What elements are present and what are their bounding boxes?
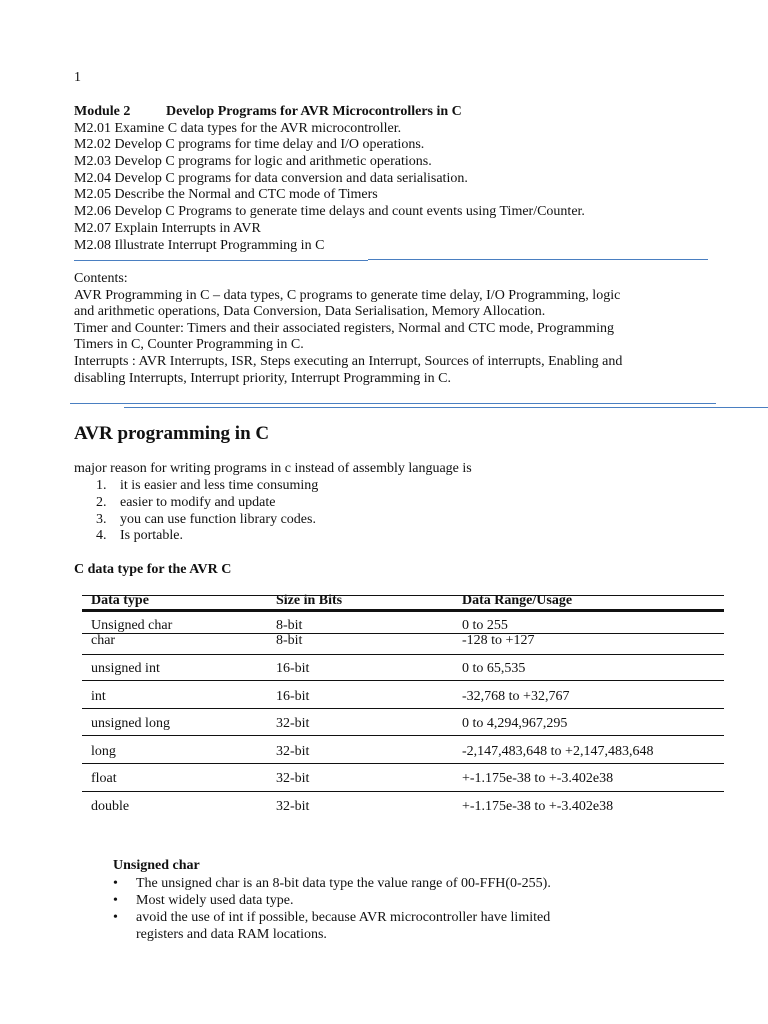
contents-line: disabling Interrupts, Interrupt priority, Interrupt Programming in C. [74, 370, 452, 386]
table-cell: 16-bit [276, 661, 310, 676]
bullet-icon: • [113, 893, 118, 908]
table-cell: 32-bit [276, 771, 310, 786]
outcome-item: M2.04 Develop C programs for data conversion and data serialisation. [74, 170, 468, 186]
bullet-item: • Most widely used data type. [113, 893, 294, 908]
bullet-icon: • [113, 876, 118, 891]
divider-rule [70, 403, 716, 404]
table-cell: -2,147,483,648 to +2,147,483,648 [462, 744, 654, 759]
table-row-rule [82, 654, 724, 655]
outcome-item: M2.07 Explain Interrupts in AVR [74, 220, 261, 236]
contents-line: AVR Programming in C – data types, C programs to generate time delay, I/O Programming, logic [74, 287, 621, 303]
table-cell: 16-bit [276, 689, 310, 704]
table-cell: char [91, 633, 116, 648]
table-cell: +-1.175e-38 to +-3.402e38 [462, 799, 614, 814]
page-number: 1 [74, 70, 81, 85]
bullet-icon: • [113, 910, 118, 925]
table-cell: 0 to 255 [462, 618, 508, 633]
table-cell: +-1.175e-38 to +-3.402e38 [462, 771, 614, 786]
contents-line: and arithmetic operations, Data Conversion, Data Serialisation, Memory Allocation. [74, 304, 546, 320]
bullet-item: • The unsigned char is an 8-bit data type the value range of 00-FFH(0-255). [113, 876, 551, 891]
table-cell: 32-bit [276, 799, 310, 814]
table-row-rule [82, 633, 724, 634]
contents-line: Timer and Counter: Timers and their associated registers, Normal and CTC mode, Programming [74, 320, 614, 336]
table-row-rule [82, 708, 724, 709]
table-top-rule [82, 595, 724, 596]
bullet-item: • avoid the use of int if possible, because AVR microcontroller have limited registers and data RAM locations. [113, 910, 551, 942]
module-header [74, 104, 585, 121]
list-item: 4. Is portable. [96, 528, 183, 544]
unsigned-char-bullets [113, 875, 551, 943]
table-row-rule [82, 791, 724, 792]
contents-heading: Contents: [74, 271, 128, 286]
contents-line: Interrupts : AVR Interrupts, ISR, Steps executing an Interrupt, Sources of interrupts, Enabling and [74, 353, 623, 369]
column-header: Data type [91, 593, 149, 608]
table-cell: float [91, 771, 117, 786]
table-cell: long [91, 744, 116, 759]
module-outcomes [74, 104, 585, 254]
table-cell: 0 to 4,294,967,295 [462, 716, 568, 731]
outcome-item: M2.08 Illustrate Interrupt Programming in C [74, 237, 325, 253]
column-header: Data Range/Usage [462, 593, 573, 608]
table-cell: 32-bit [276, 744, 310, 759]
table-cell: Unsigned char [91, 618, 173, 633]
table-cell: 8-bit [276, 633, 303, 648]
table-cell: 32-bit [276, 716, 310, 731]
divider-rule [124, 407, 768, 408]
contents-section [74, 271, 622, 387]
table-cell: unsigned long [91, 716, 170, 731]
module-title: Develop Programs for AVR Microcontrollers in C [166, 104, 462, 119]
table-cell: -128 to +127 [462, 633, 535, 648]
section-heading: AVR programming in C [74, 423, 270, 444]
table-cell: unsigned int [91, 661, 160, 676]
list-item: 3. you can use function library codes. [96, 511, 316, 527]
unsigned-char-heading: Unsigned char [113, 858, 200, 873]
contents-line: Timers in C, Counter Programming in C. [74, 337, 304, 353]
list-item: 1. it is easier and less time consuming [96, 478, 319, 493]
intro-text: major reason for writing programs in c instead of assembly language is [74, 461, 472, 476]
divider-rule [676, 259, 708, 260]
outcome-item: M2.06 Develop C Programs to generate time delays and count events using Timer/Counter. [74, 204, 585, 220]
outcome-item: M2.05 Describe the Normal and CTC mode of Timers [74, 187, 378, 203]
table-cell: 8-bit [276, 618, 303, 633]
reasons-list [96, 478, 318, 545]
table-cell: int [91, 689, 106, 704]
divider-rule [74, 260, 368, 261]
table-row-rule [82, 735, 724, 736]
table-cell: double [91, 799, 130, 814]
table-heading: C data type for the AVR C [74, 562, 232, 577]
table-row-rule [82, 680, 724, 681]
outcome-item: M2.01 Examine C data types for the AVR microcontroller. [74, 120, 402, 136]
list-item: 2. easier to modify and update [96, 494, 276, 510]
column-header: Size in Bits [276, 593, 343, 608]
outcome-item: M2.03 Develop C programs for logic and arithmetic operations. [74, 154, 432, 170]
table-cell: 0 to 65,535 [462, 661, 526, 676]
divider-rule [368, 259, 676, 260]
table-row-rule [82, 763, 724, 764]
table-cell: -32,768 to +32,767 [462, 689, 570, 704]
table-header-rule [82, 609, 724, 612]
outcome-item: M2.02 Develop C programs for time delay and I/O operations. [74, 137, 425, 153]
module-number: Module 2 [74, 104, 131, 119]
